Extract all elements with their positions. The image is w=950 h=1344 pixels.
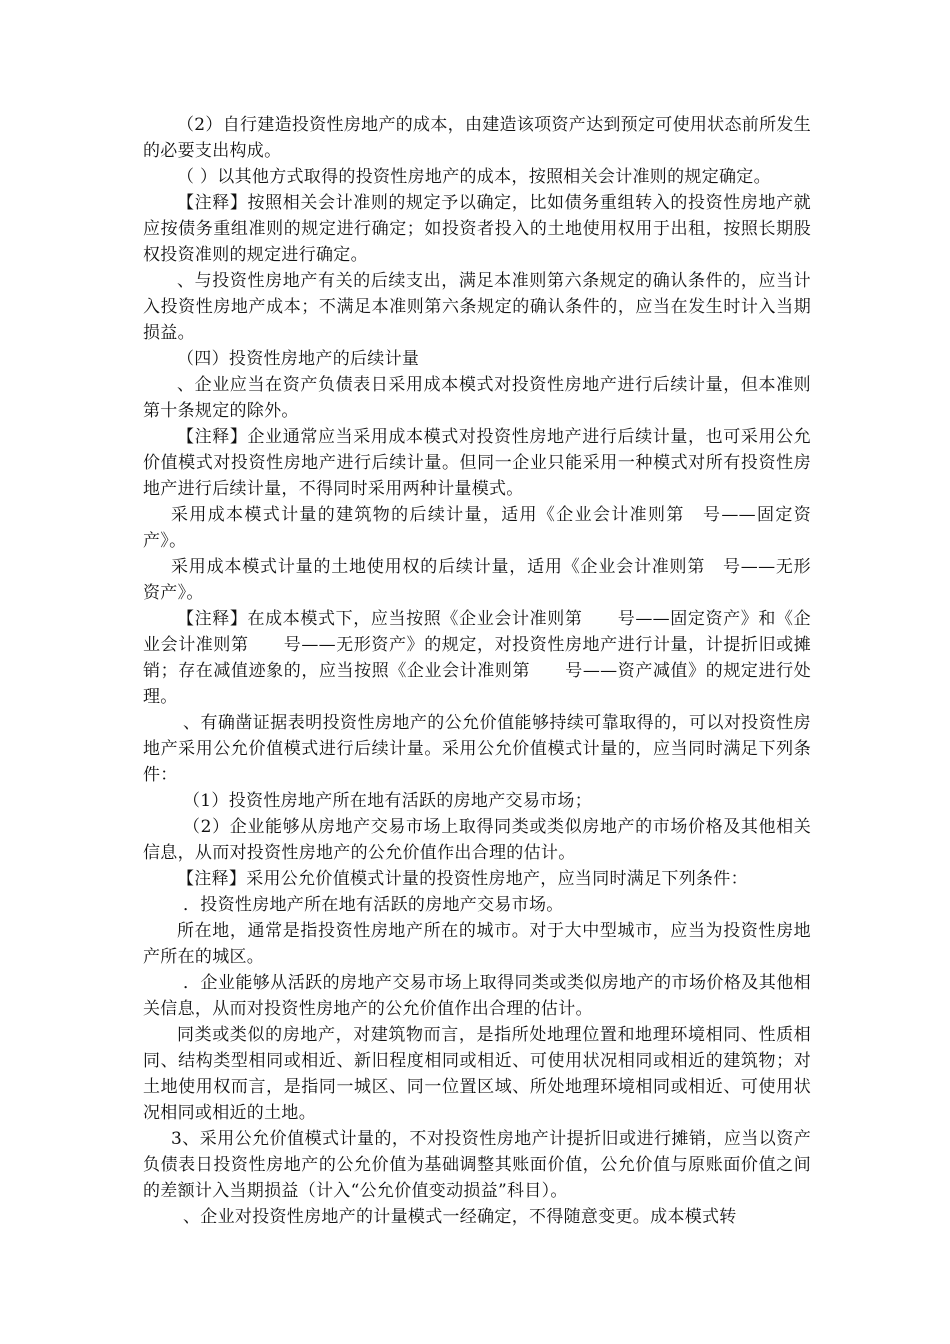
- paragraph-condition-2: （2）企业能够从房地产交易市场上取得同类或类似房地产的市场价格及其他相关信息，从而对投资性房地产的公允价值作出合理的估计。: [143, 817, 811, 863]
- paragraph-market-price-info: ．企业能够从活跃的房地产交易市场上取得同类或类似房地产的市场价格及其他相关信息，从而对投资性房地产的公允价值作出合理的估计。: [143, 973, 811, 1019]
- paragraph-active-market: ．投资性房地产所在地有活跃的房地产交易市场。: [183, 895, 564, 915]
- paragraph-subsequent-expenditure: 、与投资性房地产有关的后续支出，满足本准则第六条规定的确认条件的，应当计入投资性房地产成本；不满足本准则第六条规定的确认条件的，应当在发生时计入当期损益。: [143, 271, 811, 343]
- paragraph-note-one-model: 【注释】企业通常应当采用成本模式对投资性房地产进行后续计量，也可采用公允价值模式对投资性房地产进行后续计量。但同一企业只能采用一种模式对所有投资性房地产进行后续计量，不得同时采用两种计量模式。: [143, 427, 811, 499]
- paragraph-note-other-standards: 【注释】按照相关会计准则的规定予以确定，比如债务重组转入的投资性房地产就应按债务重组准则的规定进行确定；如投资者投入的土地使用权用于出租，按照长期股权投资准则的规定进行确定。: [143, 193, 811, 265]
- paragraph-land-cost-model: 采用成本模式计量的土地使用权的后续计量，适用《企业会计准则第 号——无形资产》。: [143, 557, 811, 603]
- paragraph-location-definition: 所在地，通常是指投资性房地产所在的城市。对于大中型城市，应当为投资性房地产所在的城区。: [143, 921, 811, 967]
- paragraph-note-cost-model: 【注释】在成本模式下，应当按照《企业会计准则第 号——固定资产》和《企业会计准则第 号——无形资产》的规定，对投资性房地产进行计量，计提折旧或摊销；存在减值迹象的，应当按照《企业会计准则第 号——资产减值》的规定进行处理。: [143, 609, 811, 707]
- paragraph-similar-property-definition: 同类或类似的房地产，对建筑物而言，是指所处地理位置和地理环境相同、性质相同、结构类型相同或相近、新旧程度相同或相近、可使用状况相同或相近的建筑物；对土地使用权而言，是指同一城区、同一位置区域、所处地理环境相同或相近、可使用状况相同或相近的土地。: [143, 1025, 811, 1123]
- paragraph-condition-1: （1）投资性房地产所在地有活跃的房地产交易市场；: [183, 791, 593, 811]
- section-heading-subsequent-measurement: （四）投资性房地产的后续计量: [177, 349, 420, 369]
- paragraph-fair-value-no-depreciation: 3、采用公允价值模式计量的，不对投资性房地产计提折旧或进行摊销，应当以资产负债表日投资性房地产的公允价值为基础调整其账面价值，公允价值与原账面价值之间的差额计入当期损益（计入“公允价值变动损益”科目）。: [143, 1129, 811, 1201]
- document-body: [143, 112, 811, 1230]
- paragraph-other-acquisition-cost: （ ）以其他方式取得的投资性房地产的成本，按照相关会计准则的规定确定。: [177, 167, 771, 187]
- paragraph-model-change: 、企业对投资性房地产的计量模式一经确定，不得随意变更。成本模式转: [183, 1207, 737, 1227]
- paragraph-building-cost-model: 采用成本模式计量的建筑物的后续计量，适用《企业会计准则第 号——固定资产》。: [143, 505, 811, 551]
- paragraph-cost-model-default: 、企业应当在资产负债表日采用成本模式对投资性房地产进行后续计量，但本准则第十条规定的除外。: [143, 375, 811, 421]
- paragraph-fair-value-conditions: 、有确凿证据表明投资性房地产的公允价值能够持续可靠取得的，可以对投资性房地产采用公允价值模式进行后续计量。采用公允价值模式计量的，应当同时满足下列条件：: [143, 713, 811, 785]
- paragraph-self-built-cost: （2）自行建造投资性房地产的成本，由建造该项资产达到预定可使用状态前所发生的必要支出构成。: [143, 115, 811, 161]
- paragraph-note-fair-value: 【注释】采用公允价值模式计量的投资性房地产，应当同时满足下列条件：: [177, 869, 748, 889]
